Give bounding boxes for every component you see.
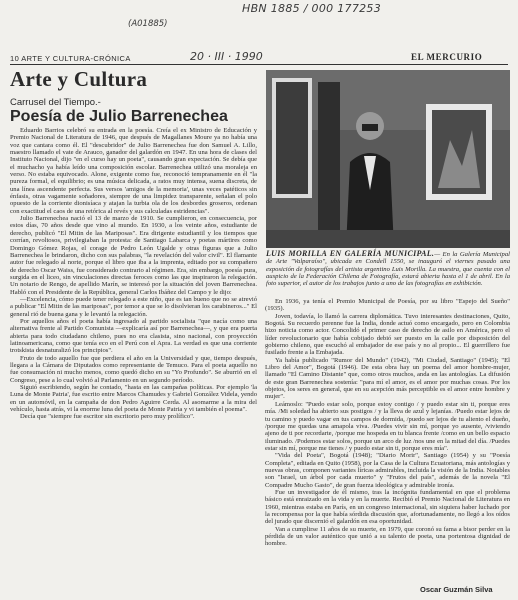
photo-illustration xyxy=(266,70,510,248)
paragraph: Siguió escribiendo, según he contado, "hasta en las campañas políticas. Por ejemplo 'la Luna de Monte Patria', fue escrito entre Marcos Chamudes y Gabriel González Videla, yendo en un automóvil, en la campaña de don Pedro Aguirre Cerda. Al asomarme a la mira del vehículo, hasta atrás, vi la enorme luna del poeta de Monte Patria y vi también el poema". xyxy=(10,384,257,414)
paragraph: Por aquellos años el poeta había ingresado al partido socialista "que nacía como una alternativa frente al Partido Comunista —explicaría así por Barrenechea—, y que era puerta abierta para todo ciudadano chileno, pues no era clasista, sino nacional, con proyección latinoamericana, como que tenía eco en el Perú con el Apra. La verdad es que una corriente trotskista desnaturalizó los principios". xyxy=(10,317,257,355)
header-divider xyxy=(10,64,508,65)
paragraph: —Excelencia, cómo puede tener relegado a este niño, que es tan bueno que no se atrevió a publicar "El Mitin de las mariposas", por temor a que se lo disolvieran los carabineros..." El general rió de buena gana y le levantó la relegación. xyxy=(10,295,257,318)
paragraph: Van a cumplirse 11 años de su muerte, en 1979, que coronó su fama a bisor perder en la pérdida de un valor auténtico que unió a su talento de poeta, una portentosa dignidad de hombre. xyxy=(265,525,510,548)
paragraph: Leámoslo: "Puedo estar solo, porque estoy contigo / y puedo estar sin ti, porque eres mía. /Mi soledad ha abierto sus postigos / y la lleva de azul y lejanías. /Puedo estar lejos de tu camino y puedo vagar en tus campos de dormida, /puedo ser lejos de tu aliento el dueño, /porque me quedas una amapola viva. /Puedes vivir sin mí, porque yo ausente, /viviendo ajeno de ti por recordarte, /porque me hospeda en tu blanca frente /como en un bello espacio iluminado. /Podemos estar solos, porque un arco de luz /nos une en la mitad del día. /Puedes estar sin mí, porque me tienes / y puedo estar sin ti, porque eres mía". xyxy=(265,400,510,452)
paragraph: Julio Barrenechea nació el 13 de marzo de 1910. Se cumplieron, en consecuencia, por estos días, 70 años desde que vino al mundo. En 1930, a los veinte años, estudiante de derecho, publicó "El Mitin de las Mariposas". Era dirigente estudiantil y los tiempos que corrían, revoltosos, privilegiaban la protesta: de Santiago Labarca y poetas mártires como Domingo Gómez Rojas, el corage de Pedro León Ugalde y otras figuras que a Julio Barrenechea le brindaron, dicho con sus palabras, "la revelación del valor civil". El flamante autor fue relegado al norte, porque el libro que iba a la imprenta, editado por su compañero de derecho Oscar Waiss, fue considerado contrario al régimen. Era, sin embargo, poesía pura, surgida en el liceo, sin vinculaciones directas feroces como las que inspiraron la relegación. Un notario de Rengo, de apellido Marín, se interesó por la situación del joven Barrenechea. Habló con el Presidente de la República, general Carlos Ibáñez del Campo y le dijo: xyxy=(10,215,257,296)
author-byline: Oscar Guzmán Silva xyxy=(420,585,493,594)
paragraph: Eduardo Barrios celebró su entrada en la poesía. Creía el ex Ministro de Educación y Premio Nacional de Literatura de 1946, que después de Magallanes Moure ya no había una voz que cantara como él. El "descubridor" de Julio Barrenechea fue don Samuel A. Lillo, maestro llamado el vate de Arauco, ganador del galardón en 1947. En una hora de clases del Instituto Nacional, dijo "en el curso hay un poeta", causando gran expectación. Se debía que el muchacho ya había leído una composición escolar. Barrenechea utilizó una moraleja en verso. No estaba equivocado. Alone, exigente como fue, reconoció tempranamente en él "la pureza formal, el equilibrio; es una música delicada, a ratos muy intensa, suena discreta, de una línea ascendente perfecta. Sus versos 'amigos de la memoria', unas veces patéticos sin énfasis, otras vagamente soñadores, siempre de una limpidez transparente, señalan el polo opuesto de la corriente dionisíaca y atajan la turbia ola de los desbordes groseros, ordenan con exactitud el caos de una retórica al revés y sus calculadas estridencias". xyxy=(10,127,257,215)
paragraph: En 1936, ya tenía el Premio Municipal de Poesía, por su libro "Espejo del Sueño" (1935). xyxy=(265,298,510,313)
paragraph: "Vida del Poeta", Bogotá (1948); "Diario Morir", Santiago (1954) y su "Poesía Completa", editada en Quito (1958), por la Casa de la Cultura Ecuatoriana, más antologías y nuevas obras, componen variantes líricas admirables, incluida la visión de la India. Notables son "Israel, un árbol por cada muerto" y "Frutos del país", además de la novela "El Compadre Mucho Gasto", de gran fuerza ideológica y admirable ironía. xyxy=(265,452,510,489)
article-headline: Poesía de Julio Barrenechea xyxy=(10,108,228,125)
paragraph: Decía que "siempre fue escritor sin escritorio pero muy prolífico". xyxy=(20,413,195,421)
news-photo xyxy=(266,70,510,248)
newspaper-name: EL MERCURIO xyxy=(411,52,483,62)
section-title: Arte y Cultura xyxy=(10,67,148,91)
paragraph: Fruto de todo aquello fue que perdiera el año en la Universidad y que, tiempo después, llegara a la Cámara de Diputados como representante de Temuco. Para el poeta aquello no fue consumación ni mucho menos, como quedó dicho en su "Yo Profundo". Se aburrió en el Congreso, pese a lo cual volvió al Parlamento en un segundo período. xyxy=(10,354,257,384)
handwritten-date: 20 · III · 1990 xyxy=(190,50,263,63)
page-section-label: 10 ARTE Y CULTURA-CRÓNICA xyxy=(10,54,131,63)
caption-title: LUIS MORILLA EN GALERÍA MUNICIPAL. xyxy=(266,249,435,258)
paragraph: Ya había publicado "Rumor del Mundo" (1942), "Mi Ciudad, Santiago" (1945); "El Libro del Amor", Bogotá (1946). De esta obra hay un poema del amor hombre-mujer, llamado "El Camino Distante" que, como otros muchos, anda en las antologías. La difusión de este gran Barrenechea sostenía: "para mí el amor, es el amor por muchas cosas. Por los objetos, los seres en general, que en su acepción más perceptible es el amor entre hombre y mujer". xyxy=(265,356,510,401)
handwritten-reference: HBN 1885 / 000 177253 xyxy=(242,2,382,15)
paragraph: Joven, todavía, lo llamó la carrera diplomática. Tuvo interesantes destinaciones, Quito, Bogotá. Su recuerdo perenne fue la India, donde actuó como encargado, pero en Colombia hizo noticia como actor. Concolidó el primer caso de derecho de asilo en América, pero el líder revolucionario que había cobijado debió ser puesto en la calle por disposición del gobierno chileno, que escuchó al embajador de ese país y no al propio... El guerrillero fue fusilado frente a la Embajada. xyxy=(265,312,510,357)
photo-caption xyxy=(266,250,510,287)
column-kicker: Carrusel del Tiempo.- xyxy=(10,97,101,108)
paragraph: Fue un investigador de él mismo, tras la incógnita fundamental en que el problema básico está enraizado en la vida y en la muerte. Recibió el Premio Nacional de Literatura en 1960, mientras estaba en París, en un congreso internacional, sin siquiera haber luchado por la recompensa por la que había sórdida discusión que, afortunadamente, no llegó a los oídos del jurado que discernió el galardón en esa oportunidad. xyxy=(265,488,510,526)
article-column-left xyxy=(10,127,257,421)
article-column-right xyxy=(265,298,510,548)
caption-text: — En la Galería Municipal de Arte "Valparaíso", ubicada en Condell 1550, se inauguró el viernes pasado una exposición de fotografías del artista argentino Luis Morilla. La muestra, que cuenta con el auspicio de la Federación Chilena de Fotografía, estará abierta hasta el 1 de abril. En la foto superior, el autor de los trabajos junto a uno de las fotografías en exhibición. xyxy=(266,251,510,288)
handwritten-catalog-id: (A01885) xyxy=(128,19,168,29)
